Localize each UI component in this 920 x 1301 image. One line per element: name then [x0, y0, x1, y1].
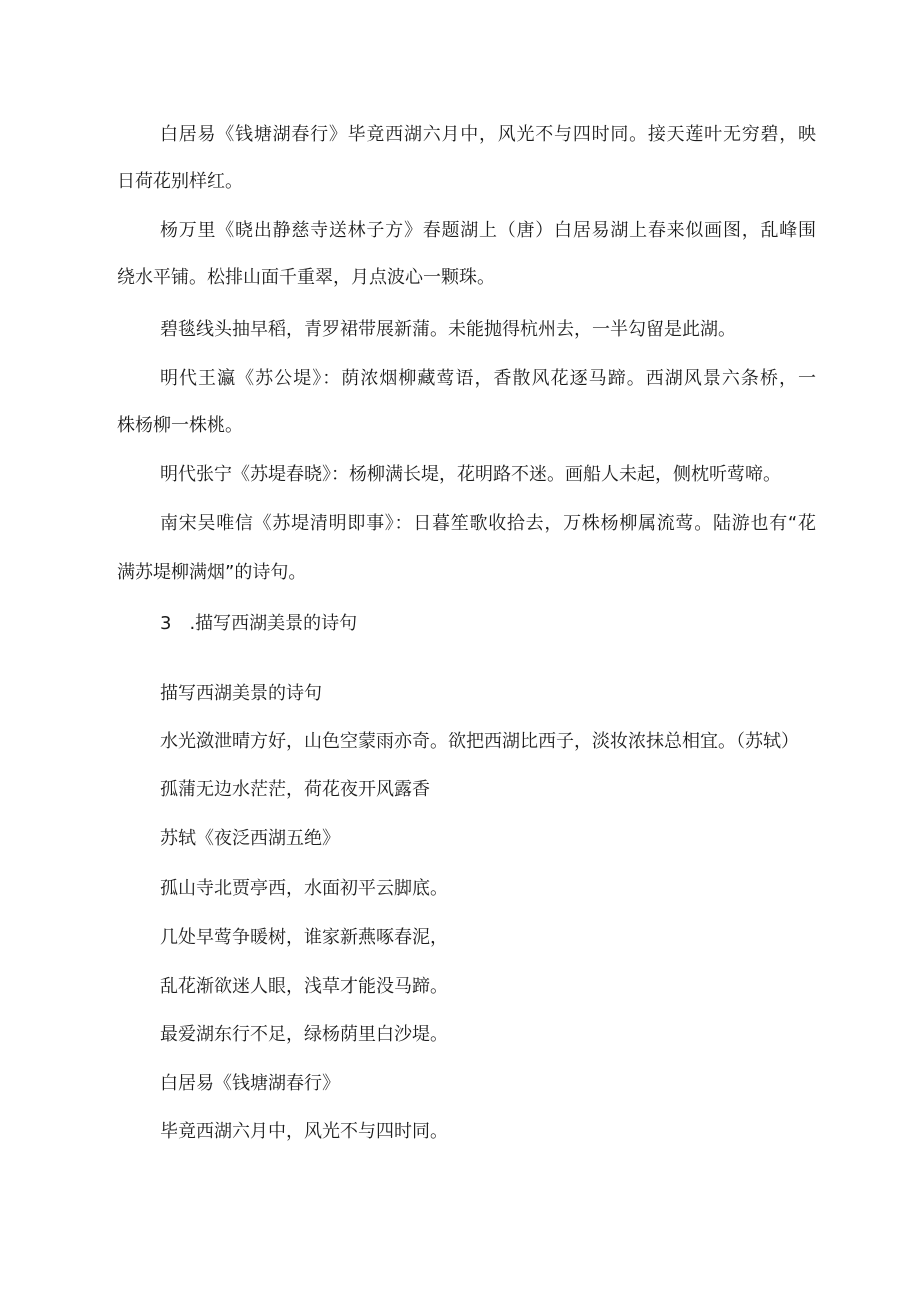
- poem-line-1: 水光潋泄晴方好，山色空蒙雨亦奇。欲把西湖比西子，淡妆浓抹总相宜。（苏轼）: [160, 731, 799, 752]
- paragraph-line-6: 明代王瀛《苏公堤》：荫浓烟柳藏莺语，香散风花逐马蹄。西湖风景六条桥，一: [160, 368, 816, 389]
- paragraph-line-4: 绕水平铺。松排山面千重翠，月点波心一颗珠。: [117, 267, 495, 288]
- poem-attribution-1: 苏轼《夜泛西湖五绝》: [160, 828, 340, 849]
- paragraph-line-7: 株杨柳一株桃。: [117, 415, 243, 436]
- paragraph-line-10: 满苏堤柳满烟”的诗句。: [117, 562, 307, 583]
- section-heading: 3 .描写西湖美景的诗句: [160, 613, 358, 634]
- paragraph-line-2: 日荷花别样红。: [117, 171, 243, 192]
- poem-line-4: 几处早莺争暖树，谁家新燕啄春泥，: [160, 927, 448, 948]
- poem-attribution-2: 白居易《钱塘湖春行》: [160, 1073, 340, 1094]
- paragraph-line-9: 南宋吴唯信《苏堤清明即事》：日暮笙歌收拾去，万株杨柳属流莺。陆游也有“花: [160, 513, 816, 534]
- subheading: 描写西湖美景的诗句: [160, 683, 322, 704]
- poem-line-7: 毕竟西湖六月中，风光不与四时同。: [160, 1121, 448, 1142]
- poem-line-5: 乱花渐欲迷人眼，浅草才能没马蹄。: [160, 976, 448, 997]
- poem-line-3: 孤山寺北贾亭西，水面初平云脚底。: [160, 878, 448, 899]
- paragraph-line-8: 明代张宁《苏堤春晓》：杨柳满长堤，花明路不迷。画船人未起，侧枕听莺啼。: [160, 464, 781, 485]
- paragraph-line-5: 碧毯线头抽早稻，青罗裙带展新蒲。未能抛得杭州去，一半勾留是此湖。: [160, 319, 736, 340]
- paragraph-line-3: 杨万里《晓出静慈寺送林子方》春题湖上（唐）白居易湖上春来似画图，乱峰围: [160, 220, 816, 241]
- poem-line-6: 最爱湖东行不足，绿杨荫里白沙堤。: [160, 1024, 448, 1045]
- paragraph-line-1: 白居易《钱塘湖春行》毕竟西湖六月中，风光不与四时同。接天莲叶无穷碧，映: [160, 124, 816, 145]
- poem-line-2: 孤蒲无边水茫茫，荷花夜开风露香: [160, 779, 430, 800]
